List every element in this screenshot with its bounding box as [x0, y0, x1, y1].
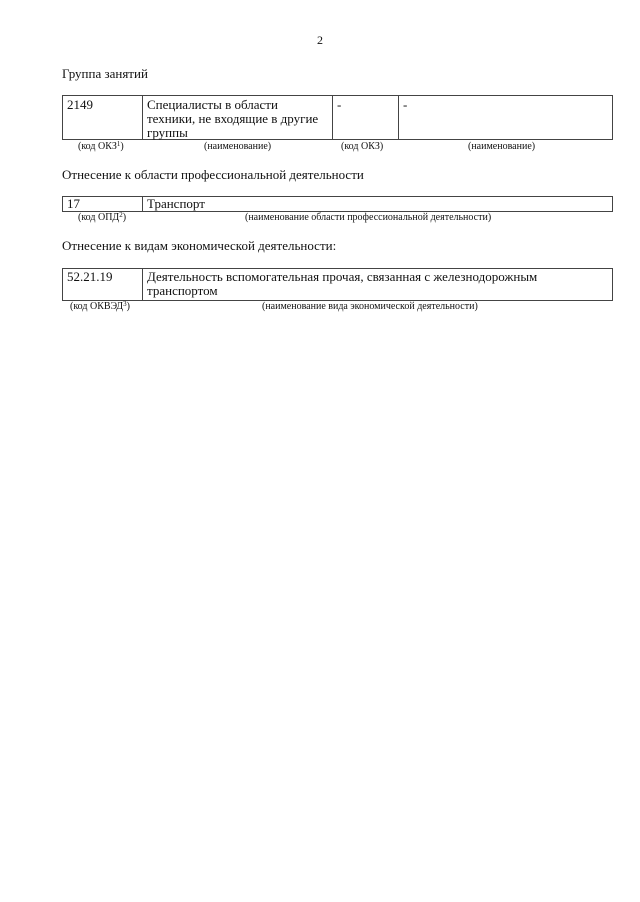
occupation-group-heading: Группа занятий [62, 66, 148, 81]
okved-name-caption: (наименование вида экономической деятельности) [262, 301, 478, 312]
economic-activity-table [62, 268, 613, 301]
okz-code-caption-2: (код ОКЗ) [341, 141, 384, 152]
okz-name-caption: (наименование) [204, 141, 272, 152]
okz-code-cell: 2149 [63, 96, 143, 139]
okved-name-cell: Деятельность вспомогательная прочая, связанная с железнодорожным транспортом [147, 269, 538, 298]
okz-code-cell-2: - [333, 96, 399, 139]
opd-code-cell: 17 [63, 197, 143, 211]
professional-area-table [62, 196, 613, 212]
opd-name-cell: Транспорт [147, 196, 205, 211]
economic-activity-heading: Отнесение к видам экономической деятельности: [62, 238, 337, 253]
opd-code-caption: (код ОПД$^2$) [78, 211, 127, 223]
okz-name-caption-2: (наименование) [468, 141, 536, 152]
okz-name-cell: Специалисты в области техники, не входящие в другие группы [143, 96, 333, 139]
okved-code-caption: (код ОКВЭД$^3$) [70, 300, 130, 312]
okz-code-caption: (код ОКЗ$^1$) [78, 140, 124, 152]
okved-code-cell: 52.21.19 [63, 269, 143, 300]
page-number: 2 [317, 33, 323, 47]
professional-area-heading: Отнесение к области профессиональной деятельности [62, 167, 364, 182]
opd-name-caption: (наименование области профессиональной деятельности) [245, 212, 492, 223]
okz-name-cell-2: - [403, 97, 408, 112]
occupation-group-table [62, 95, 613, 140]
